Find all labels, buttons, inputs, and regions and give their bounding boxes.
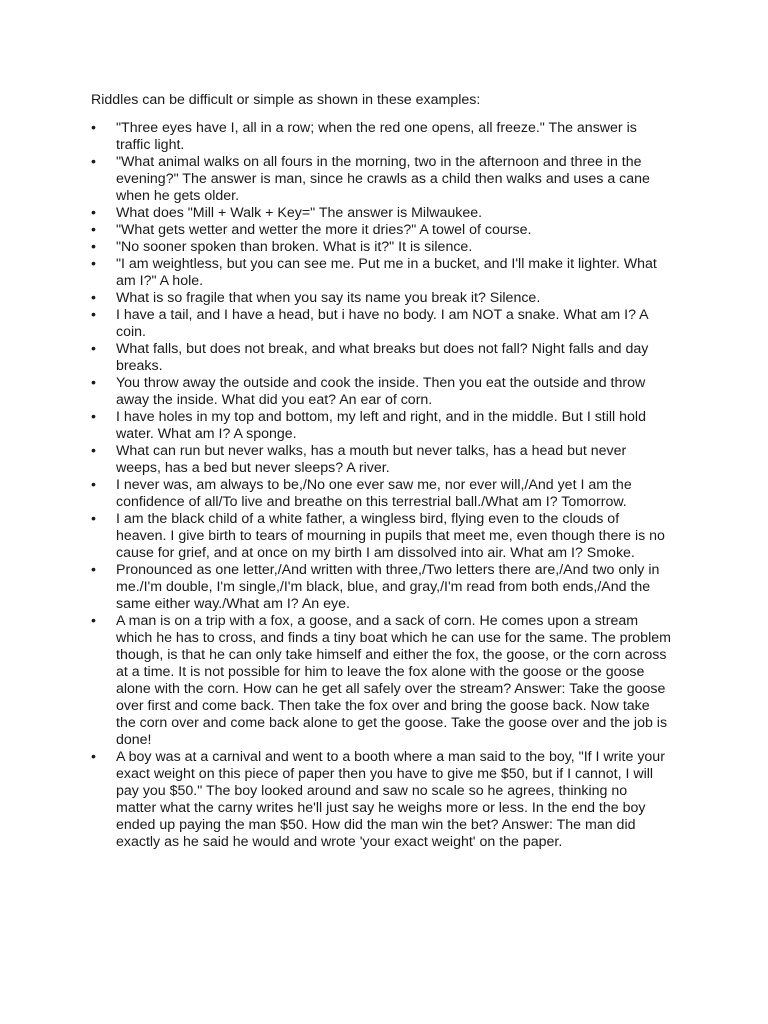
riddle-item <box>91 477 671 511</box>
riddle-item <box>91 290 671 307</box>
riddle-text: I have holes in my top and bottom, my left and right, and in the middle. But I still hold water. What am I? A sponge. <box>116 409 646 442</box>
bullet-icon: • <box>91 749 96 765</box>
riddle-item <box>91 154 671 205</box>
bullet-icon: • <box>91 256 96 272</box>
riddle-text: "I am weightless, but you can see me. Put me in a bucket, and I'll make it lighter. What am I?" A hole. <box>116 256 657 289</box>
riddle-text: "No sooner spoken than broken. What is it?" It is silence. <box>116 239 473 255</box>
riddle-item <box>91 511 671 562</box>
bullet-icon: • <box>91 562 96 578</box>
riddle-item <box>91 307 671 341</box>
riddle-item <box>91 222 671 239</box>
bullet-icon: • <box>91 341 96 357</box>
bullet-icon: • <box>91 154 96 170</box>
bullet-icon: • <box>91 290 96 306</box>
riddle-text: "Three eyes have I, all in a row; when the red one opens, all freeze." The answer is traffic light. <box>116 120 637 153</box>
riddle-item <box>91 375 671 409</box>
riddle-text: Pronounced as one letter,/And written with three,/Two letters there are,/And two only in me./I'm double, I'm single,/I'm black, blue, and gray,/I'm read from both ends,/And the same either way./What am I? An eye. <box>116 562 660 612</box>
bullet-icon: • <box>91 222 96 238</box>
riddle-text: A boy was at a carnival and went to a booth where a man said to the boy, "If I write your exact weight on this piece of paper then you have to give me $50, but if I cannot, I will pay you $50." The boy looked around and saw no scale so he agrees, thinking no matter what the carny writes he'll just say he weighs more or less. In the end the boy ended up paying the man $50. How did the man win the bet? Answer: The man did exactly as he said he would and wrote 'your exact weight' on the paper. <box>116 749 665 850</box>
riddle-item <box>91 239 671 256</box>
bullet-icon: • <box>91 443 96 459</box>
riddle-item <box>91 409 671 443</box>
riddle-item <box>91 443 671 477</box>
riddle-list <box>91 120 671 851</box>
riddle-item <box>91 749 671 851</box>
riddle-text: What does "Mill + Walk + Key=" The answer is Milwaukee. <box>116 205 483 221</box>
riddle-text: A man is on a trip with a fox, a goose, and a sack of corn. He comes upon a stream which he has to cross, and finds a tiny boat which he can use for the same. The problem though, is that he can only take himself and either the fox, the goose, or the corn across at a time. It is not possible for him to leave the fox alone with the goose or the goose alone with the corn. How can he get all safely over the stream? Answer: Take the goose over first and come back. Then take the fox over and bring the goose back. Now take the corn over and come back alone to get the goose. Take the goose over and the job is done! <box>116 613 671 748</box>
riddle-text: You throw away the outside and cook the inside. Then you eat the outside and throw away the inside. What did you eat? An ear of corn. <box>116 375 646 408</box>
bullet-icon: • <box>91 477 96 493</box>
riddle-item <box>91 613 671 749</box>
riddle-text: "What gets wetter and wetter the more it dries?" A towel of course. <box>116 222 532 238</box>
riddle-text: What falls, but does not break, and what breaks but does not fall? Night falls and day breaks. <box>116 341 649 374</box>
riddle-text: "What animal walks on all fours in the morning, two in the afternoon and three in the evening?" The answer is man, since he crawls as a child then walks and uses a cane when he gets older. <box>116 154 650 204</box>
bullet-icon: • <box>91 239 96 255</box>
riddle-text: I am the black child of a white father, a wingless bird, flying even to the clouds of heaven. I give birth to tears of mourning in pupils that meet me, even though there is no cause for grief, and at once on my birth I am dissolved into air. What am I? Smoke. <box>116 511 665 561</box>
bullet-icon: • <box>91 375 96 391</box>
riddle-item <box>91 120 671 154</box>
riddle-item <box>91 256 671 290</box>
intro-text: Riddles can be difficult or simple as shown in these examples: <box>91 92 481 108</box>
riddle-text: I never was, am always to be,/No one ever saw me, nor ever will,/And yet I am the confidence of all/To live and breathe on this terrestrial ball./What am I? Tomorrow. <box>116 477 632 510</box>
riddle-text: What can run but never walks, has a mouth but never talks, has a head but never weeps, has a bed but never sleeps? A river. <box>116 443 627 476</box>
bullet-icon: • <box>91 307 96 323</box>
riddle-item <box>91 341 671 375</box>
bullet-icon: • <box>91 511 96 527</box>
riddle-item <box>91 562 671 613</box>
bullet-icon: • <box>91 409 96 425</box>
riddle-item <box>91 205 671 222</box>
riddle-text: What is so fragile that when you say its name you break it? Silence. <box>116 290 541 306</box>
bullet-icon: • <box>91 120 96 136</box>
bullet-icon: • <box>91 613 96 629</box>
riddle-text: I have a tail, and I have a head, but i have no body. I am NOT a snake. What am I? A coin. <box>116 307 648 340</box>
bullet-icon: • <box>91 205 96 221</box>
